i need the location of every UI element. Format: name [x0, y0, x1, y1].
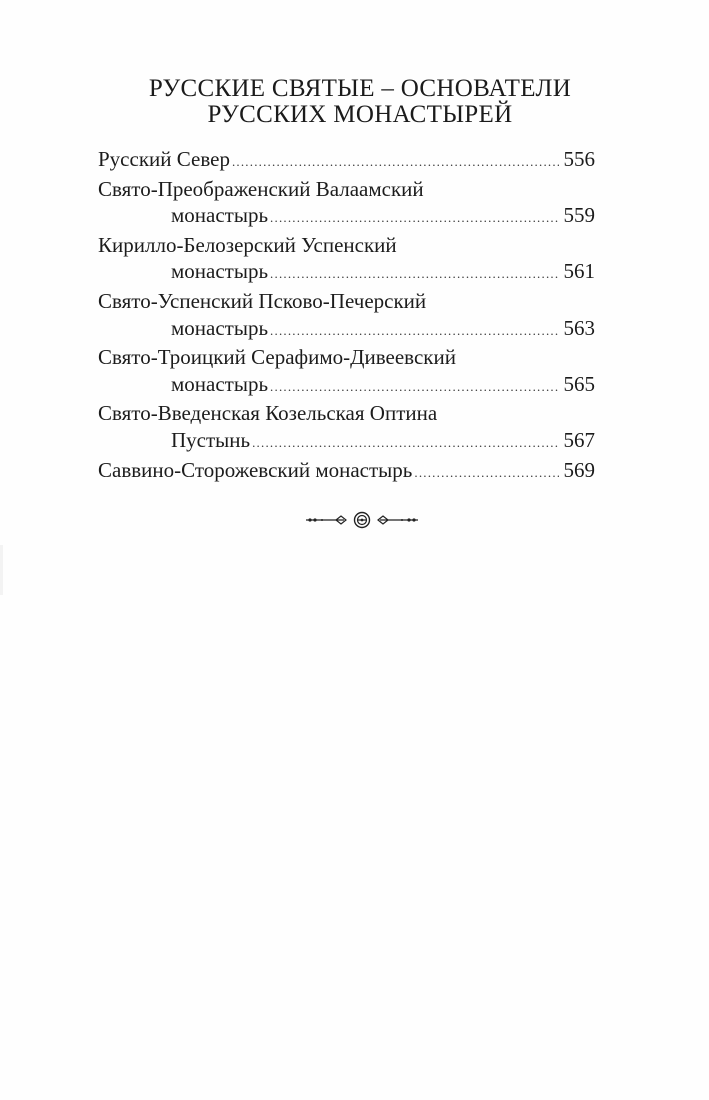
toc-entry-title-continuation: Пустынь	[171, 427, 251, 452]
toc-entry-title: Свято-Введенская Козельская Оптина	[98, 401, 438, 426]
dot-leader	[270, 261, 559, 288]
dot-leader	[252, 430, 559, 457]
toc-entry-title: Свято-Преображенский Валаамский	[98, 176, 424, 201]
decorative-divider-icon	[306, 510, 418, 530]
dot-leader	[270, 205, 559, 232]
toc-entry-title-continuation: монастырь	[171, 259, 269, 284]
scan-artifact	[0, 545, 3, 595]
dot-leader	[414, 460, 559, 487]
toc-page-number: 563	[563, 315, 595, 340]
dot-leader	[270, 374, 559, 401]
toc-page-number: 569	[563, 457, 595, 482]
toc-entry[interactable]	[98, 457, 595, 487]
section-heading-line-1: РУССКИЕ СВЯТЫЕ – ОСНОВАТЕЛИ	[148, 75, 572, 102]
dot-leader	[232, 149, 559, 176]
section-heading	[100, 76, 620, 128]
toc-page-number: 561	[563, 259, 595, 284]
toc-entry[interactable]	[98, 232, 595, 288]
toc-page-number: 559	[563, 203, 595, 228]
toc-entry[interactable]	[98, 146, 595, 176]
toc-page-number: 565	[563, 371, 595, 396]
toc-entry-title-continuation: монастырь	[171, 371, 269, 396]
toc-entry[interactable]	[98, 288, 595, 344]
table-of-contents	[98, 146, 595, 486]
toc-page-number: 567	[563, 427, 595, 452]
dot-leader	[270, 318, 559, 345]
section-heading-line-2: РУССКИХ МОНАСТЫРЕЙ	[207, 101, 513, 128]
toc-entry-title: Саввино-Сторожевский монастырь	[98, 457, 413, 482]
toc-entry-title-continuation: монастырь	[171, 203, 269, 228]
toc-entry[interactable]	[98, 400, 595, 456]
toc-entry[interactable]	[98, 344, 595, 400]
toc-entry-title: Русский Север	[98, 147, 230, 171]
toc-entry-title: Кирилло-Белозерский Успенский	[98, 232, 397, 257]
toc-page-number: 556	[563, 147, 595, 171]
toc-entry[interactable]	[98, 176, 595, 232]
toc-entry-title: Свято-Троицкий Серафимо-Дивеевский	[98, 345, 456, 370]
toc-entry-title-continuation: монастырь	[171, 315, 269, 340]
toc-entry-title: Свято-Успенский Псково-Печерский	[98, 288, 427, 313]
